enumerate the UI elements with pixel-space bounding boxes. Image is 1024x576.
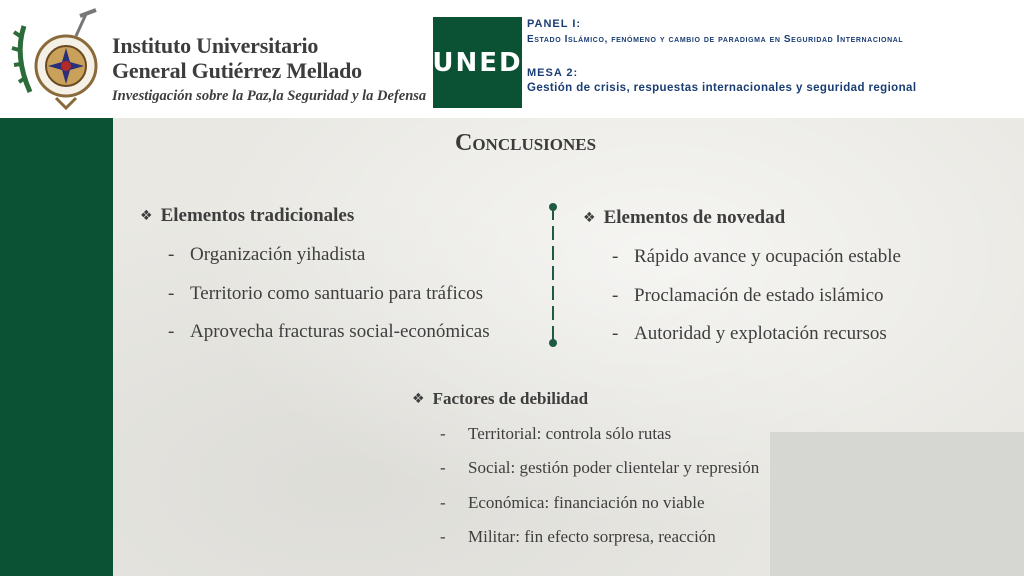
divider-line: [552, 206, 554, 344]
list-item-text: Aprovecha fracturas social-económicas: [190, 321, 490, 342]
bullet-diamond-icon: ❖: [412, 391, 425, 407]
dash-glyph: -: [168, 321, 175, 342]
uned-logo: UNED: [433, 17, 522, 108]
list-item: [440, 424, 671, 444]
panel-title: PANEL I:: [527, 18, 582, 30]
mesa-subtitle: Gestión de crisis, respuestas internacionales y seguridad regional: [527, 82, 917, 94]
dash-glyph: -: [440, 424, 446, 443]
institute-name-line2: General Gutiérrez Mellado: [112, 58, 362, 83]
list-item-text: Organización yihadista: [190, 244, 366, 265]
dash-glyph: -: [612, 246, 619, 267]
weakness-factors-heading: [412, 389, 588, 409]
header-bar: [0, 0, 1024, 118]
list-item: [168, 321, 490, 343]
dash-glyph: -: [168, 283, 175, 304]
heading-label: Elementos tradicionales: [160, 205, 355, 226]
list-item: [168, 244, 365, 266]
mesa-title: MESA 2:: [527, 67, 579, 79]
column-divider: [552, 206, 554, 344]
heading-label: Elementos de novedad: [603, 207, 786, 228]
dash-glyph: -: [168, 244, 175, 265]
slide-title: Conclusiones: [455, 130, 597, 156]
list-item-text: Proclamación de estado islámico: [634, 285, 884, 306]
traditional-elements-heading: [140, 205, 354, 227]
list-item-text: Territorio como santuario para tráficos: [190, 283, 484, 304]
bullet-diamond-icon: ❖: [140, 208, 153, 224]
panel-subtitle: Estado Islámico, fenómeno y cambio de paradigma en Seguridad Internacional: [527, 34, 904, 45]
dash-glyph: -: [440, 527, 446, 546]
background-flag: [770, 432, 1024, 576]
divider-bottom-dot: [549, 339, 557, 347]
dash-glyph: -: [612, 285, 619, 306]
list-item: [612, 246, 901, 268]
list-item: [440, 527, 716, 547]
list-item-text: Autoridad y explotación recursos: [634, 323, 887, 344]
list-item-text: Territorial: controla sólo rutas: [468, 424, 672, 443]
dash-glyph: -: [612, 323, 619, 344]
novelty-elements-heading: [583, 207, 785, 229]
list-item: [612, 323, 887, 345]
list-item-text: Militar: fin efecto sorpresa, reacción: [468, 527, 716, 546]
list-item: [168, 283, 483, 305]
dash-glyph: -: [440, 458, 446, 477]
institute-name-line1: Instituto Universitario: [112, 33, 319, 58]
dash-glyph: -: [440, 493, 446, 512]
list-item: [440, 458, 759, 478]
list-item-text: Rápido avance y ocupación estable: [634, 246, 901, 267]
left-green-band: [0, 118, 113, 576]
heading-label: Factores de debilidad: [432, 389, 589, 408]
list-item: [440, 493, 705, 513]
bullet-diamond-icon: ❖: [583, 210, 596, 226]
list-item-text: Económica: financiación no viable: [468, 493, 705, 512]
divider-top-dot: [549, 203, 557, 211]
list-item-text: Social: gestión poder clientelar y represión: [468, 458, 760, 477]
list-item: [612, 285, 884, 307]
institute-tagline: Investigación sobre la Paz,la Seguridad y la Defensa: [112, 88, 427, 104]
institute-seal-icon: [10, 6, 106, 112]
